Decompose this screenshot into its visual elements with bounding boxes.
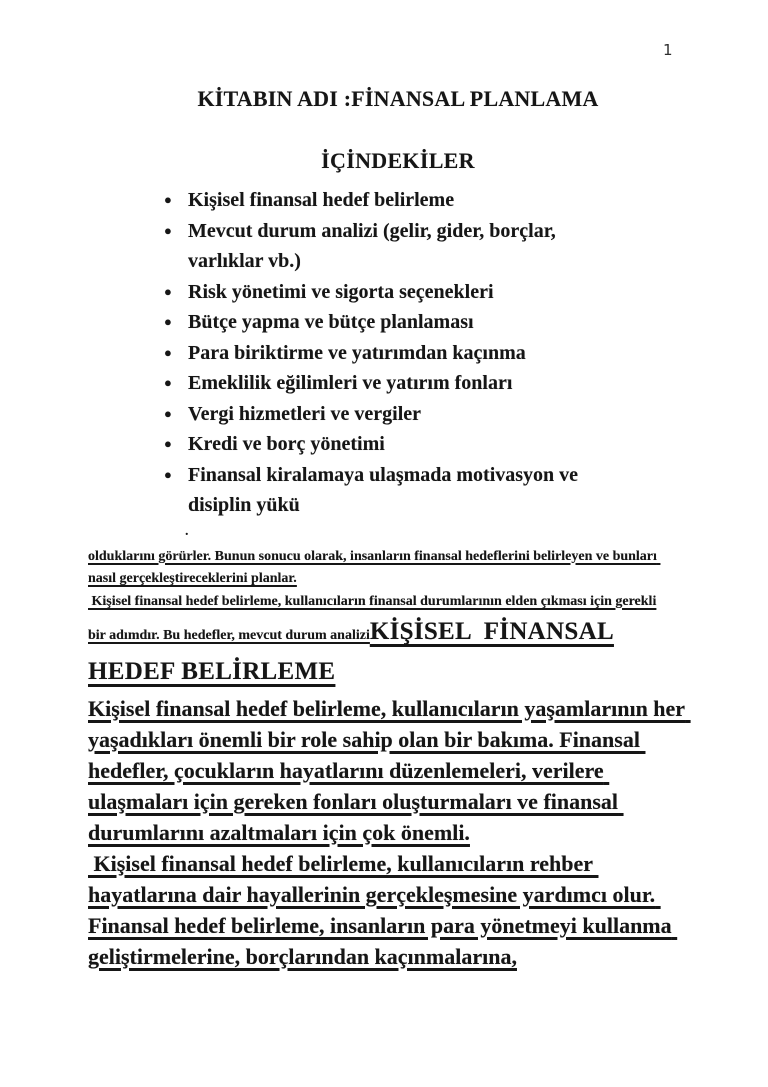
toc-item: ● Para biriktirme ve yatırımdan kaçınma xyxy=(164,338,634,369)
body-paragraph-2: Kişisel finansal hedef belirleme, kullanıcıların rehber hayatlarına dair hayallerinin gerçekleşmesine yardımcı olur. Finansal hedef belirleme, insanların para yönetmeyi kullanma geliştirmelerine, borçlarından kaçınmalarına, xyxy=(88,851,678,969)
toc-item: ● Vergi hizmetleri ve vergiler xyxy=(164,399,634,430)
toc-item: ● Mevcut durum analizi (gelir, gider, borçlar, varlıklar vb.) xyxy=(164,216,634,277)
toc-heading: İÇİNDEKİLER xyxy=(321,148,475,173)
toc-item: ● Risk yönetimi ve sigorta seçenekleri xyxy=(164,277,634,308)
section-heading-row xyxy=(88,654,708,687)
small-paragraph-2: Kişisel finansal hedef belirleme, kullanıcıların finansal durumlarının elden çıkması için gerekli xyxy=(88,593,657,609)
document-title: KİTABIN ADI :FİNANSAL PLANLAMA xyxy=(197,86,599,111)
body-paragraph-1: Kişisel finansal hedef belirleme, kullanıcıların yaşamlarının her yaşadıkları önemli bir role sahip olan bir bakıma. Finansal hedefler, çocukların hayatlarını düzenlemeleri, verilere ulaşmaları için gereken fonları oluşturmaları ve finansal durumlarını azaltmaları için çok önemli. xyxy=(88,696,691,845)
section-heading-line xyxy=(88,614,708,654)
toc-item: ● Bütçe yapma ve bütçe planlaması xyxy=(164,307,634,338)
toc-item: ● Emeklilik eğilimleri ve yatırım fonları xyxy=(164,368,634,399)
section-heading-part2: HEDEF BELİRLEME xyxy=(88,658,336,685)
section-heading-part1: KİŞİSEL FİNANSAL xyxy=(369,618,614,645)
page-number: 1 xyxy=(663,41,673,59)
stray-period: . xyxy=(185,523,189,539)
toc-item: ● Finansal kiralamaya ulaşmada motivasyon ve disiplin yükü xyxy=(164,460,634,521)
toc-item: ● Kredi ve borç yönetimi xyxy=(164,429,634,460)
toc-list xyxy=(164,185,634,521)
small-paragraph-1: olduklarını görürler. Bunun sonucu olarak, insanların finansal hedeflerini belirleyen ve bunları nasıl gerçekleştireceklerini planlar. xyxy=(88,548,661,586)
small-run-prefix: bir adımdır. Bu hedefler, mevcut durum analizi xyxy=(88,628,370,643)
toc-item: ● Kişisel finansal hedef belirleme xyxy=(164,185,634,216)
